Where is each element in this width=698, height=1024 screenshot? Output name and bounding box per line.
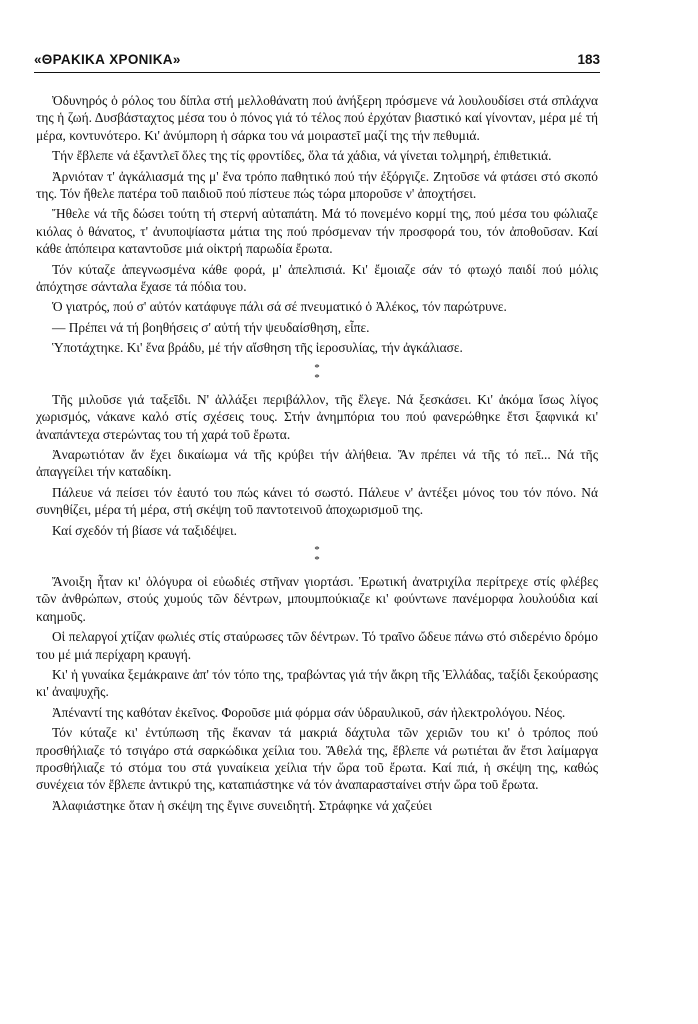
paragraph: Ἀπέναντί της καθόταν ἐκεῖνος. Φοροῦσε μιά φόρμα σάν ὑδραυλικοῦ, σάν ἠλεκτρολόγου. Νέος. xyxy=(52,704,566,720)
paragraph: Τόν κύταζε κι' ἐντύπωση τῆς ἔκαναν τά μακριά δάχτυλα τῶν χεριῶν του κι' ὁ τρόπος πού προσθήλιαζε τό τσιγάρο στά σαρκώδικα χείλια του. Ἄθελά της, ἔβλεπε νά ρωτιέται ἄν ἔτσι λαίμαργα προσθήλιαζε τό στόμα του στά γυναίκεια χείλια τήν ὥρα τοῦ ἔρωτα. Καί πιά, ἡ σκέψη της, καθώς συνέχεια τόν ἔβλεπε ἀντικρύ της, καταπιάστηκε νά τόν ἀναπαρασταίνει στήν ὥρα τοῦ ἔρωτα. xyxy=(36,725,598,793)
paragraph: Ἄνοιξη ἦταν κι' ὁλόγυρα οἱ εὐωδιές στῆναν γιορτάσι. Ἐρωτική ἀνατριχίλα περίτρεχε στίς φλέβες τῶν ἀνθρώπων, στούς χυμούς τῶν δέντρων, μπουμπούκιαζε κι' φούντωνε πανέμορφα λουλούδια καί καημοῦς. xyxy=(36,573,598,624)
paragraph: Τήν ἔβλεπε νά ἐξαντλεῖ ὅλες της τίς φροντίδες, ὅλα τά χάδια, νά γίνεται τολμηρή, ἐπιθετικιά. xyxy=(52,148,552,164)
paragraph: Οἱ πελαργοί χτίζαν φωλιές στίς σταύρωσες τῶν δέντρων. Τό τραῖνο ὤδευε πάνω στό σιδερένιο δρόμο του μέ μιά περίχαρη κραυγή. xyxy=(36,629,598,662)
page-number: 183 xyxy=(577,52,600,67)
paragraph: Ἀρνιόταν τ' ἀγκάλιασμά της μ' ἕνα τρόπο παθητικό πού τήν ἐξόργιζε. Ζητοῦσε νά φτάσει στό σκοπό της. Τόν ἤθελε πατέρα τοῦ παιδιοῦ πού πίστευε πώς τώρα μποροῦσε ν' ἀποχτήσει. xyxy=(36,168,598,202)
paragraph: Ὑποτάχτηκε. Κι' ἕνα βράδυ, μέ τήν αἴσθηση τῆς ἱεροσυλίας, τήν ἀγκάλιασε. xyxy=(52,340,463,356)
paragraph: Ὀδυνηρός ὁ ρόλος του δίπλα στή μελλοθάνατη πού ἀνήξερη πρόσμενε νά λουλουδίσει στά σπλάχνα της ἡ ζωή. Δυσβάσταχτος μέσα του ὁ πόνος γιά τό τέλος πού ἐρχόταν βιαστικό καί γίνονταν, μέρα μέ τή μέρα, κοντυνότερο. Κι' ἀνύμπορη ἡ σάρκα του νά μοιραστεῖ μαζί της τήν πεθυμιά. xyxy=(36,93,598,143)
section-separator xyxy=(36,545,598,565)
section-separator xyxy=(36,363,598,383)
body-text xyxy=(36,92,598,817)
separator-star: * xyxy=(314,361,320,374)
paragraph: Τῆς μιλοῦσε γιά ταξεῖδι. Ν' ἀλλάξει περιβάλλον, τῆς ἔλεγε. Νά ξεσκάσει. Κι' ἀκόμα ἴσως λίγος χωρισμός, νάκανε καλό στίς σχέσεις τους. Στήν ἀνημπόρια του πού φανερώθηκε ἔτσι ξαφνικά κι' ἀναπάντεχα στερώντας του τή χαρά τοῦ ἔρωτα. xyxy=(36,391,598,442)
separator-star: * xyxy=(314,371,320,384)
dialogue-line: — Πρέπει νά τή βοηθήσεις σ' αὐτή τήν ψευδαίσθηση, εἶπε. xyxy=(52,319,370,335)
separator-star: * xyxy=(314,543,320,556)
paragraph: Κι' ἡ γυναίκα ξεμάκραινε ἀπ' τόν τόπο της, τραβώντας γιά τήν ἄκρη τῆς Ἑλλάδας, ταξίδι ξεκούρασης κι' ἀναψυχῆς. xyxy=(36,666,598,700)
page-header xyxy=(34,46,600,73)
paragraph: Ἤθελε νά τῆς δώσει τούτη τή στερνή αὐταπάτη. Μά τό πονεμένο κορμί της, πού μέσα του φώλιαζε κιόλας ὁ θάνατος, τ' ἀνυποψίαστα μάτια της πού πρόσμεναν τήν προσφορά του, τόν ἀποθοῦσαν. Καί κάθε ἀπόπειρα καταντοῦσε μιά οἰκτρή παρωδία ἔρωτα. xyxy=(36,206,598,257)
separator-star: * xyxy=(314,553,320,566)
running-title: «ΘΡΑΚΙΚΑ ΧΡΟΝΙΚΑ» xyxy=(34,52,181,67)
paragraph: Ὁ γιατρός, πού σ' αὐτόν κατάφυγε πάλι σά σέ πνευματικό ὁ Ἀλέκος, τόν παρώτρυνε. xyxy=(52,299,507,315)
paragraph: Ἀναρωτιόταν ἄν ἔχει δικαίωμα νά τῆς κρύβει τήν ἀλήθεια. Ἄν πρέπει νά τῆς τό πεῖ... Νά τῆς ἀπαγγείλει τήν καταδίκη. xyxy=(36,446,598,480)
paragraph: Πάλευε νά πείσει τόν ἑαυτό του πώς κάνει τό σωστό. Πάλευε ν' ἀντέξει μόνος του τόν πόνο. Νά συνηθίζει, μέρα τή μέρα, στή σκέψη τοῦ παντοτεινοῦ ἀποχωρισμοῦ της. xyxy=(36,484,598,518)
paragraph: Τόν κύταζε ἀπεγνωσμένα κάθε φορά, μ' ἀπελπισιά. Κι' ἔμοιαζε σάν τό φτωχό παιδί πού μόλις ἀπόχτησε σάνταλα ἔχασε τά πόδια του. xyxy=(36,261,598,295)
paragraph: Καί σχεδόν τή βίασε νά ταξιδέψει. xyxy=(52,522,237,538)
paragraph: Ἀλαφιάστηκε ὅταν ἡ σκέψη της ἔγινε συνειδητή. Στράφηκε νά χαζεύει xyxy=(52,797,432,813)
